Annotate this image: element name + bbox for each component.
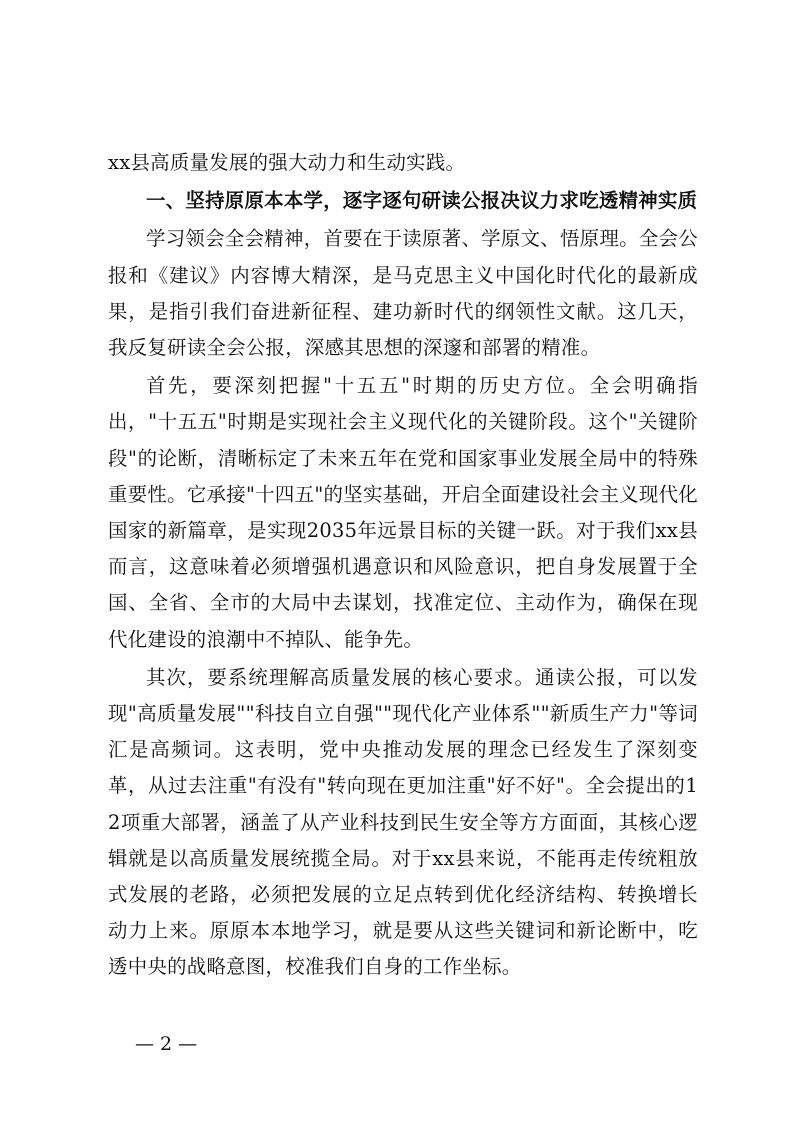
paragraph-second: 其次，要系统理解高质量发展的核心要求。通读公报，可以发现"高质量发展""科技自立自强""现代化产业体系""新质生产力"等词汇是高频词。这表明，党中央推动发展的理念已经发生了深刻变革，从过去注重"有没有"转向现在更加注重"好不好"。全会提出的12项重大部署，涵盖了从产业科技到民生安全等方方面面，其核心逻辑就是以高质量发展统揽全局。对于xx县来说，不能再走传统粗放式发展的老路，必须把发展的立足点转到优化经济结构、转换增长动力上来。原原本本地学习，就是要从这些关键词和新论断中，吃透中央的战略意图，校准我们自身的工作坐标。 [108,665,698,979]
section-heading: 一、坚持原原本本学，逐字逐句研读公报决议力求吃透精神实质 [146,189,698,213]
document-body [108,145,698,988]
page-number: — 2 — [135,1033,198,1055]
paragraph-first: 首先，要深刻把握"十五五"时期的历史方位。全会明确指出，"十五五"时期是实现社会主义现代化的关键阶段。这个"关键阶段"的论断，清晰标定了未来五年在党和国家事业发展全局中的特殊重要性。它承接"十四五"的坚实基础，开启全面建设社会主义现代化国家的新篇章，是实现2035年远景目标的关键一跃。对于我们xx县而言，这意味着必须增强机遇意识和风险意识，把自身发展置于全国、全省、全市的大局中去谋划，找准定位、主动作为，确保在现代化建设的浪潮中不掉队、能争先。 [108,374,698,651]
paragraph-intro: 学习领会全会精神，首要在于读原著、学原文、悟原理。全会公报和《建议》内容博大精深，是马克思主义中国化时代化的最新成果，是指引我们奋进新征程、建功新时代的纲领性文献。这几天，我反复研读全会公报，深感其思想的深邃和部署的精准。 [108,227,698,360]
paragraph-continuation: xx县高质量发展的强大动力和生动实践。 [108,151,466,174]
